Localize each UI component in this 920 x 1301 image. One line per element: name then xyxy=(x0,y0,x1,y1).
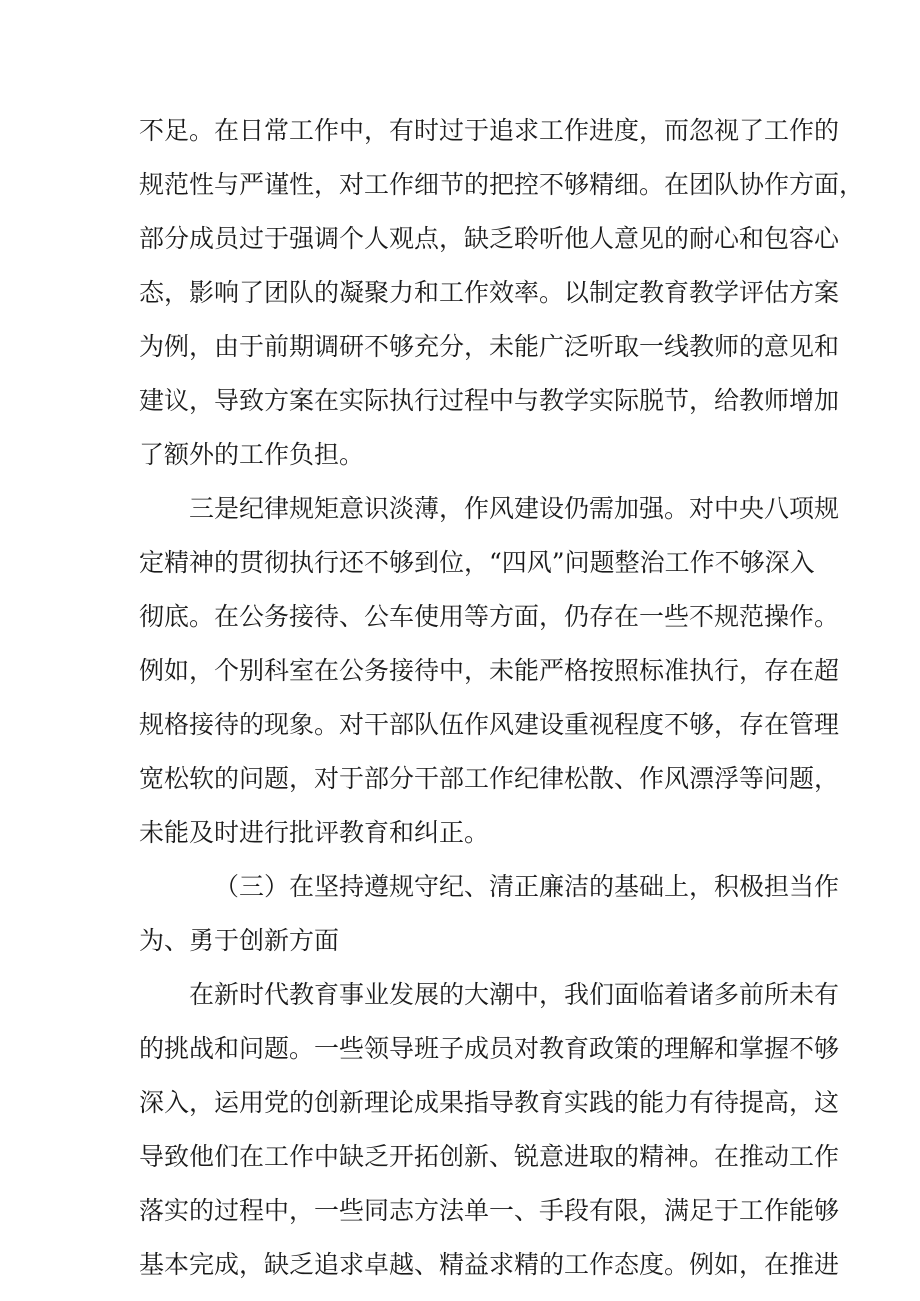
text-line: 彻底。在公务接待、公车使用等方面，仍存在一些不规范操作。 xyxy=(139,602,840,631)
text-line: 规格接待的现象。对干部队伍作风建设重视程度不够，存在管理 xyxy=(139,710,840,739)
text-line: 未能及时进行批评教育和纠正。 xyxy=(139,818,490,847)
text-line: 宽松软的问题，对于部分干部工作纪律松散、作风漂浮等问题， xyxy=(139,764,840,793)
text-line: 的挑战和问题。一些领导班子成员对教育政策的理解和掌握不够 xyxy=(139,1034,840,1063)
text-line: 态，影响了团队的凝聚力和工作效率。以制定教育教学评估方案 xyxy=(139,278,840,307)
text-line: 深入，运用党的创新理论成果指导教育实践的能力有待提高，这 xyxy=(139,1088,840,1117)
body-text xyxy=(139,104,865,1292)
text-line: 建议，导致方案在实际执行过程中与教学实际脱节，给教师增加 xyxy=(139,386,840,415)
text-line: 部分成员过于强调个人观点，缺乏聆听他人意见的耐心和包容心 xyxy=(139,224,840,253)
paragraph-start-line: 三是纪律规矩意识淡薄，作风建设仍需加强。对中央八项规 xyxy=(189,494,840,523)
text-line: 基本完成，缺乏追求卓越、精益求精的工作态度。例如，在推进 xyxy=(139,1250,840,1279)
text-line: 了额外的工作负担。 xyxy=(139,440,365,469)
section-heading: （三）在坚持遵规守纪、清正廉洁的基础上，积极担当作 xyxy=(214,872,840,901)
text-line: 不足。在日常工作中，有时过于追求工作进度，而忽视了工作的 xyxy=(139,116,840,145)
text-line: 规范性与严谨性，对工作细节的把控不够精细。在团队协作方面， xyxy=(139,170,865,199)
section-heading-continued: 为、勇于创新方面 xyxy=(139,926,340,955)
text-line: 定精神的贯彻执行还不够到位，“四风”问题整治工作不够深入 xyxy=(139,548,815,577)
text-line: 落实的过程中，一些同志方法单一、手段有限，满足于工作能够 xyxy=(139,1196,840,1225)
text-line: 为例，由于前期调研不够充分，未能广泛听取一线教师的意见和 xyxy=(139,332,840,361)
text-line: 导致他们在工作中缺乏开拓创新、锐意进取的精神。在推动工作 xyxy=(139,1142,840,1171)
paragraph-start-line: 在新时代教育事业发展的大潮中，我们面临着诸多前所未有 xyxy=(189,980,840,1009)
text-line: 例如，个别科室在公务接待中，未能严格按照标准执行，存在超 xyxy=(139,656,840,685)
